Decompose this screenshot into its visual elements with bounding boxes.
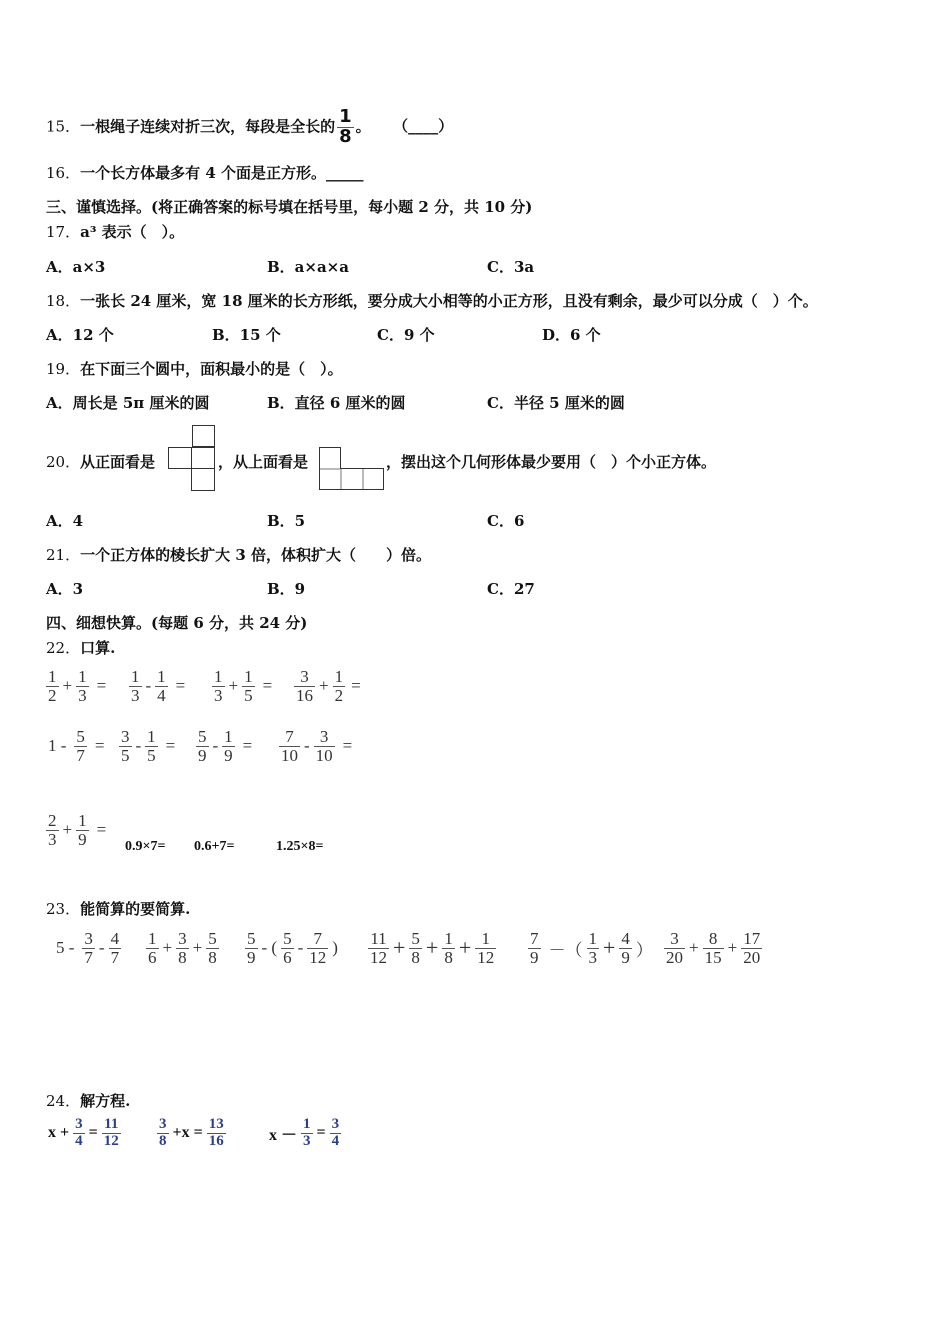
question-22: 22．口算. bbox=[46, 639, 116, 657]
calc-row-1-item-3: $\frac{1}{3}$ + $\frac{1}{5}$ = bbox=[214, 667, 273, 705]
simplify-expr-1: 5 - $\frac{3}{7}$ - $\frac{4}{7}$ bbox=[56, 929, 120, 967]
option-b[interactable]: B．5 bbox=[267, 512, 306, 530]
calc-row-2-item-1: 1 - $\frac{5}{7}$ = bbox=[48, 727, 105, 765]
question-21: 21．一个正方体的棱长扩大 3 倍，体积扩大（ ）倍。 bbox=[46, 546, 431, 564]
fraction: $\frac{1}{8}$ bbox=[339, 106, 352, 147]
simplify-expr-3: $\frac{5}{9}$ - ( $\frac{5}{6}$ - $\frac{7}{12}$ ) bbox=[247, 929, 338, 967]
calc-row-2-item-2: $\frac{3}{5}$ - $\frac{1}{5}$ = bbox=[121, 727, 176, 765]
option-a[interactable]: A．12 个 bbox=[46, 326, 114, 344]
question-number: 15． bbox=[46, 117, 81, 136]
option-b[interactable]: B．a×a×a bbox=[267, 258, 349, 276]
question-20-part1: 从正面看是 bbox=[80, 453, 156, 471]
simplify-expr-6: $\frac{3}{20}$ + $\frac{8}{15}$ + $\frac{17}{20}$ bbox=[666, 929, 761, 967]
option-b[interactable]: B．直径 6 厘米的圆 bbox=[267, 394, 406, 412]
option-b[interactable]: B．9 bbox=[267, 580, 306, 598]
question-number: 16． bbox=[46, 164, 81, 182]
top-view-figure bbox=[319, 447, 385, 491]
option-c[interactable]: C．3a bbox=[487, 258, 535, 276]
calc-row-1-item-1: $\frac{1}{2}$ + $\frac{1}{3}$ = bbox=[48, 667, 107, 705]
question-19: 19．在下面三个圆中，面积最小的是（ ）。 bbox=[46, 360, 343, 378]
question-24: 24．解方程. bbox=[46, 1092, 131, 1110]
option-c[interactable]: C．27 bbox=[487, 580, 535, 598]
simplify-expr-2: $\frac{1}{6}$ + $\frac{3}{8}$ + $\frac{5}{8}$ bbox=[148, 929, 217, 967]
option-a[interactable]: A．周长是 5π 厘米的圆 bbox=[46, 394, 210, 412]
calc-row-1-item-4: $\frac{3}{16}$ + $\frac{1}{2}$ = bbox=[296, 667, 361, 705]
section-4-title: 四、细想快算。(每题 6 分，共 24 分) bbox=[46, 614, 308, 632]
front-view-figure bbox=[168, 425, 216, 493]
option-b[interactable]: B．15 个 bbox=[212, 326, 281, 344]
calc-row-3-item-1: $\frac{2}{3}$ + $\frac{1}{9}$ = bbox=[48, 811, 107, 849]
question-20-number: 20． bbox=[46, 453, 81, 471]
option-a[interactable]: A．4 bbox=[46, 512, 84, 530]
calc-row-1-item-2: $\frac{1}{3}$ - $\frac{1}{4}$ = bbox=[131, 667, 186, 705]
section-3-title: 三、谨慎选择。(将正确答案的标号填在括号里，每小题 2 分，共 10 分) bbox=[46, 198, 533, 216]
simplify-expr-4: $\frac{11}{12}$ + $\frac{5}{8}$ + $\frac{1}{8}$ + $\frac{1}{12}$ bbox=[370, 929, 495, 967]
calc-row-2-item-3: $\frac{5}{9}$ - $\frac{1}{9}$ = bbox=[198, 727, 253, 765]
calc-row-3-item-4: 1.25×8= bbox=[276, 839, 324, 854]
option-a[interactable]: A．a×3 bbox=[46, 258, 106, 276]
option-a[interactable]: A．3 bbox=[46, 580, 84, 598]
equation-2: $\frac{3}{8}$ +x = $\frac{13}{16}$ bbox=[159, 1116, 224, 1149]
simplify-expr-5: $\frac{7}{9}$ －（ $\frac{1}{3}$ + $\frac{4}{9}$ ） bbox=[530, 929, 653, 967]
option-c[interactable]: C．半径 5 厘米的圆 bbox=[487, 394, 625, 412]
question-15: 15．一根绳子连续对折三次，每段是全长的 $\frac{1}{8}$ 。 （____） bbox=[46, 106, 454, 147]
option-c[interactable]: C．6 bbox=[487, 512, 525, 530]
question-17: 17．a³ 表示（ ）。 bbox=[46, 223, 185, 241]
option-c[interactable]: C．9 个 bbox=[377, 326, 435, 344]
calc-row-2-item-4: $\frac{7}{10}$ - $\frac{3}{10}$ = bbox=[281, 727, 353, 765]
question-23: 23．能简算的要简算. bbox=[46, 900, 191, 918]
answer-blank[interactable]: （____） bbox=[400, 117, 454, 136]
question-text: 一根绳子连续对折三次，每段是全长的 bbox=[80, 117, 336, 136]
calc-row-3-item-3: 0.6+7= bbox=[194, 839, 235, 854]
equation-1: x + $\frac{3}{4}$ = $\frac{11}{12}$ bbox=[48, 1116, 119, 1149]
equation-3: x － $\frac{1}{3}$ = $\frac{3}{4}$ bbox=[269, 1116, 340, 1149]
question-16 bbox=[46, 162, 363, 183]
question-20-part2: ，从上面看是 bbox=[218, 453, 309, 471]
calc-row-3-item-2: 0.9×7= bbox=[125, 839, 166, 854]
question-18: 18．一张长 24 厘米，宽 18 厘米的长方形纸，要分成大小相等的小正方形，且没有剩余，最少可以分成（ ）个。 bbox=[46, 292, 818, 310]
option-d[interactable]: D．6 个 bbox=[542, 326, 601, 344]
question-20-part3: ，摆出这个几何形体最少要用（ ）个小正方体。 bbox=[386, 453, 717, 471]
question-text: 一个长方体最多有 4 个面是正方形。_____ bbox=[80, 164, 364, 182]
